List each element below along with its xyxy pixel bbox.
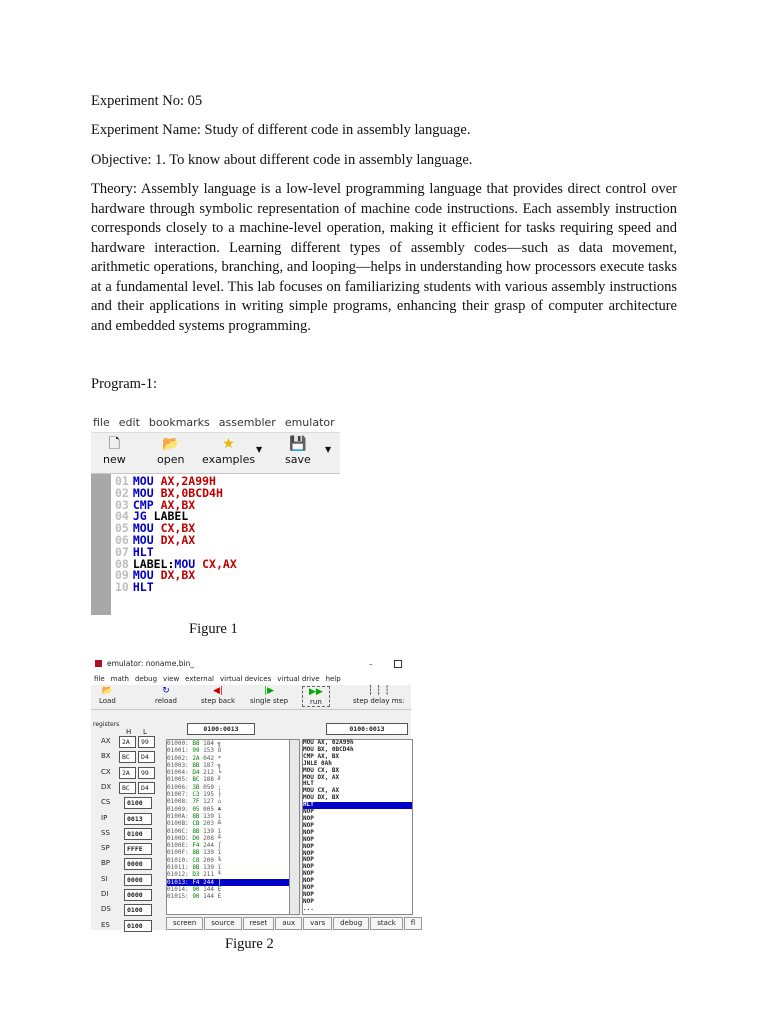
memory-address: 01005:	[167, 776, 189, 784]
memory-char: ╩	[217, 820, 222, 828]
floppy-disk-icon: 💾	[289, 436, 307, 452]
memory-char: ⌠	[217, 842, 222, 850]
memory-row[interactable]	[167, 791, 290, 798]
memory-hex: BC	[192, 776, 200, 784]
menu-file[interactable]: file	[93, 416, 110, 429]
disassembly-row[interactable]: MOU CX, AX	[303, 787, 340, 795]
memory-hex: 7F	[192, 798, 200, 806]
memory-row[interactable]	[167, 755, 290, 762]
code-opcode: MOU	[132, 568, 154, 583]
code-opcode: HLT	[132, 580, 154, 595]
memory-char: ï	[217, 849, 222, 857]
code-operands: AX,BX	[160, 497, 196, 512]
emulator-menu-item[interactable]: debug	[134, 675, 158, 683]
disassembly-row[interactable]: NOP	[303, 842, 314, 850]
code-lines[interactable]	[115, 476, 237, 594]
memory-hex: 8B	[192, 827, 200, 835]
register-name: ES	[101, 920, 110, 929]
tab-vars[interactable]: vars	[303, 917, 332, 930]
code-label: LABEL:	[132, 556, 175, 571]
memory-hex: 90	[192, 893, 200, 901]
memory-hex: 05	[192, 805, 200, 813]
save-dropdown-icon[interactable]: ▼	[325, 445, 332, 454]
register-low-byte[interactable]: 99	[138, 736, 155, 748]
disassembly-row[interactable]: MOU DX, AX	[303, 773, 340, 781]
memory-char: ╗	[217, 761, 222, 769]
memory-decimal: 188	[203, 776, 215, 784]
register-high-byte[interactable]: BC	[119, 782, 136, 794]
emulator-menu-item[interactable]: virtual devices	[219, 675, 272, 683]
memory-char: ╙	[217, 871, 222, 879]
line-number: 06	[115, 532, 129, 547]
memory-hex: 3B	[192, 783, 200, 791]
editor-gutter	[91, 474, 111, 615]
register-name: BP	[101, 859, 111, 868]
code-operands: BX,0BCD4H	[160, 485, 223, 500]
register-value[interactable]: 0100	[124, 797, 152, 809]
register-value[interactable]: 0100	[124, 828, 152, 840]
memory-row[interactable]	[167, 776, 290, 783]
memory-address: 01008:	[167, 798, 189, 806]
memory-decimal: 139	[203, 827, 215, 835]
memory-row[interactable]	[167, 879, 290, 886]
memory-char: É	[217, 893, 222, 901]
disassembly-row[interactable]: NOP	[303, 821, 314, 829]
figure-1-editor	[91, 414, 340, 614]
memory-list[interactable]	[166, 739, 291, 915]
memory-decimal: 244	[203, 842, 215, 850]
memory-decimal: 127	[203, 798, 215, 806]
memory-address: 0100D:	[167, 834, 189, 842]
memory-address: 0100A:	[167, 812, 189, 820]
register-name: DI	[101, 890, 109, 898]
register-name: SP	[101, 844, 110, 853]
figure-1-caption: Figure 1	[189, 621, 238, 637]
memory-decimal: 139	[203, 849, 215, 857]
single-step-icon: |▶	[264, 686, 275, 696]
menu-edit[interactable]: edit	[118, 416, 140, 429]
disassembly-row[interactable]: NOP	[303, 884, 314, 892]
code-operands: LABEL	[153, 509, 189, 524]
code-opcode: MOU	[132, 474, 154, 488]
memory-hex: BB	[192, 761, 200, 769]
delay-slider-icon: ┆ ┆ ┆	[367, 686, 390, 696]
memory-hex: C3	[192, 791, 200, 799]
memory-decimal: 184	[203, 740, 215, 747]
memory-row[interactable]	[167, 842, 290, 849]
disassembly-row[interactable]: MOU AX, 02A99h	[303, 739, 354, 746]
memory-decimal: 139	[203, 864, 215, 872]
memory-decimal: 144	[203, 885, 215, 893]
editor-toolbar	[91, 432, 340, 474]
disassembly-row[interactable]: NOP	[303, 808, 314, 816]
memory-decimal: 203	[203, 820, 215, 828]
disassembly-row[interactable]: NOP	[303, 877, 314, 885]
memory-hex: B8	[192, 740, 200, 747]
memory-decimal: 042	[203, 754, 215, 762]
memory-char: ╗	[217, 740, 222, 747]
disassembly-row[interactable]: MOU DX, BX	[303, 794, 340, 802]
memory-char: *	[217, 754, 222, 762]
emulator-menu-item[interactable]: virtual drive	[277, 675, 320, 683]
line-number: 04	[115, 509, 129, 524]
memory-hex: F4	[192, 842, 200, 850]
memory-hex: C8	[192, 856, 200, 864]
memory-row[interactable]	[167, 747, 290, 754]
disassembly-row[interactable]: ...	[303, 904, 314, 912]
memory-row[interactable]	[167, 857, 290, 864]
memory-char: ⌂	[217, 798, 222, 806]
memory-address: 0100E:	[167, 842, 189, 850]
memory-decimal: 005	[203, 805, 215, 813]
memory-address: 0100F:	[167, 849, 189, 857]
register-low-byte[interactable]: 99	[138, 767, 155, 779]
memory-address: 0100B:	[167, 820, 189, 828]
load-icon: 📂	[101, 686, 113, 696]
code-operands: DX,BX	[160, 568, 196, 583]
memory-address: 01000:	[167, 740, 189, 747]
disassembly-row[interactable]: NOP	[303, 828, 314, 836]
memory-char: ï	[217, 864, 222, 872]
register-low-byte[interactable]: D4	[138, 782, 155, 794]
examples-button[interactable]: ★ examples	[202, 436, 256, 466]
emulator-menu-item[interactable]: help	[325, 675, 341, 683]
emulator-title: emulator: noname.bin_	[107, 659, 195, 668]
memory-hex: CB	[192, 820, 200, 828]
register-name: DX	[101, 782, 112, 791]
emulator-menu-item[interactable]: math	[110, 675, 129, 683]
reload-button[interactable]: ↻ reload	[155, 686, 177, 705]
menu-emulator[interactable]: emulator	[284, 416, 335, 429]
code-opcode: JG	[132, 509, 147, 524]
memory-row[interactable]	[167, 849, 290, 856]
maximize-icon[interactable]	[394, 660, 402, 668]
new-button[interactable]: 🗋 new	[103, 436, 126, 466]
star-icon: ★	[222, 436, 235, 452]
memory-address-field[interactable]: 0100:0013	[187, 723, 255, 735]
disassembly-address-field[interactable]: 0100:0013	[326, 723, 408, 735]
high-byte-label: H	[126, 728, 132, 736]
emulator-titlebar	[91, 655, 411, 673]
memory-address: 01004:	[167, 769, 189, 777]
register-value[interactable]: 0000	[124, 874, 152, 886]
program-heading: Program-1:	[91, 376, 158, 392]
memory-hex: 8B	[192, 812, 200, 820]
single-step-button[interactable]: |▶ single step	[250, 686, 289, 705]
line-number: 07	[115, 544, 129, 559]
registers-panel	[93, 721, 155, 930]
code-opcode: HLT	[132, 544, 154, 559]
code-opcode: MOU	[132, 532, 154, 547]
memory-char: ╚	[217, 856, 222, 864]
memory-hex: F4	[192, 878, 200, 886]
memory-char: ;	[217, 783, 222, 791]
register-value[interactable]: 0000	[124, 858, 152, 870]
tab-screen[interactable]: screen	[166, 917, 203, 930]
disassembly-row[interactable]: CMP AX, BX	[303, 752, 340, 760]
examples-dropdown-icon[interactable]: ▼	[256, 445, 263, 454]
line-number: 05	[115, 521, 129, 536]
memory-char: ╝	[217, 776, 222, 784]
register-name: SS	[101, 828, 110, 837]
figure-2-emulator	[91, 655, 416, 930]
emulator-menu-item[interactable]: view	[163, 675, 180, 683]
register-value[interactable]: 0100	[124, 920, 152, 932]
editor-menubar	[91, 414, 340, 432]
register-name: BX	[101, 752, 111, 761]
memory-address: 0100C:	[167, 827, 189, 835]
memory-decimal: 200	[203, 856, 215, 864]
line-number: 08	[115, 556, 129, 571]
register-value[interactable]: 0100	[124, 904, 152, 916]
disassembly-row[interactable]: MOU CX, BX	[303, 766, 340, 774]
disassembly-row[interactable]: NOP	[303, 856, 314, 864]
memory-decimal: 244	[203, 878, 215, 886]
memory-char: ╨	[217, 834, 222, 842]
line-number: 01	[115, 474, 129, 488]
line-number: 10	[115, 580, 129, 595]
step-back-icon: ◀|	[213, 686, 223, 696]
memory-decimal: 195	[203, 791, 215, 799]
memory-address: 01006:	[167, 783, 189, 791]
disassembly-row[interactable]: NOP	[303, 870, 314, 878]
load-button[interactable]: 📂 Load	[99, 686, 116, 705]
disassembly-row[interactable]: MOU BX, 0BCD4h	[303, 745, 354, 753]
disassembly-row[interactable]: NOP	[303, 897, 314, 905]
line-number: 03	[115, 497, 129, 512]
registers-label: registers	[93, 721, 120, 728]
memory-decimal: 187	[203, 761, 215, 769]
memory-address: 01003:	[167, 761, 189, 769]
line-number: 02	[115, 485, 129, 500]
disassembly-row[interactable]: JNLE 0Ah	[303, 759, 332, 767]
low-byte-label: L	[143, 728, 147, 736]
memory-address: 01013:	[167, 878, 189, 886]
code-operands: DX,AX	[160, 532, 196, 547]
tab-debug[interactable]: debug	[333, 917, 369, 930]
emulator-menu-item[interactable]: external	[185, 675, 214, 683]
register-name: CX	[101, 767, 111, 776]
memory-address: 01015:	[167, 893, 189, 901]
memory-hex: 2A	[192, 754, 200, 762]
disassembly-row[interactable]: HLT	[303, 780, 314, 788]
open-folder-icon: 📂	[162, 436, 180, 452]
tab-stack[interactable]: stack	[370, 917, 403, 930]
code-operands: AX,2A99H	[160, 474, 216, 488]
run-icon: ▶▶	[309, 687, 323, 697]
save-button[interactable]: 💾 save	[285, 436, 311, 466]
disassembly-row[interactable]: HLT	[303, 802, 412, 809]
emulator-menubar	[91, 673, 411, 685]
objective: Objective: 1. To know about different code in assembly language.	[91, 152, 473, 168]
memory-address: 01001:	[167, 747, 189, 755]
disassembly-row[interactable]: NOP	[303, 863, 314, 871]
memory-char: ï	[217, 812, 222, 820]
disassembly-row[interactable]: NOP	[303, 849, 314, 857]
code-opcode: MOU	[132, 485, 154, 500]
memory-address: 01010:	[167, 856, 189, 864]
memory-row[interactable]	[167, 806, 290, 813]
memory-hex: D3	[192, 871, 200, 879]
memory-decimal: 139	[203, 812, 215, 820]
experiment-number: Experiment No: 05	[91, 93, 203, 109]
memory-decimal: 208	[203, 834, 215, 842]
memory-char: ï	[217, 827, 222, 835]
emulator-toolbar	[91, 685, 411, 710]
memory-address: 01014:	[167, 885, 189, 893]
run-button[interactable]: ▶▶ run	[302, 686, 330, 707]
code-opcode: MOU	[132, 521, 154, 536]
memory-address: 01002:	[167, 754, 189, 762]
disassembly-row[interactable]: NOP	[303, 890, 314, 898]
memory-hex: 90	[192, 885, 200, 893]
memory-hex: D0	[192, 834, 200, 842]
code-opcode: CMP	[132, 497, 154, 512]
tab-fl[interactable]: fl	[404, 917, 422, 930]
memory-row[interactable]	[167, 871, 290, 878]
new-file-icon: 🗋	[108, 436, 120, 452]
figure-2-caption: Figure 2	[225, 936, 274, 952]
line-number: 09	[115, 568, 129, 583]
code-operands: CX,BX	[160, 521, 196, 536]
register-value[interactable]: 0000	[124, 889, 152, 901]
memory-row[interactable]	[167, 820, 290, 827]
experiment-name: Experiment Name: Study of different code in assembly language.	[91, 122, 471, 138]
memory-char: ╘	[217, 769, 222, 777]
app-icon	[95, 660, 102, 667]
memory-row[interactable]	[167, 893, 290, 900]
memory-address: 01009:	[167, 805, 189, 813]
register-name: CS	[101, 798, 111, 807]
memory-hex: 99	[192, 747, 200, 755]
register-value[interactable]: 0013	[124, 813, 152, 825]
memory-char: ♣	[217, 805, 222, 813]
register-name: DS	[101, 905, 111, 914]
register-high-byte[interactable]: 2A	[119, 767, 136, 779]
memory-address: 01012:	[167, 871, 189, 879]
memory-decimal: 211	[203, 871, 215, 879]
memory-decimal: 212	[203, 769, 215, 777]
theory-paragraph: Theory: Assembly language is a low-level programming language that provides direct control over hardware through symbolic representation of machine code instructions. Each assembly instruction corresponds closely to a machine-level operation, making it efficient for tasks requiring speed and hardware interaction. Learning different types of assembly codes—such as data movement, arithmetic operations, branching, and looping—helps in understanding how processors execute tasks at a fundamental level. This lab focuses on familiarizing students with various assembly instructions and their applications in writing simple programs, enhancing their grasp of computer architecture and embedded systems programming.	[91, 181, 677, 334]
reload-icon: ↻	[162, 686, 170, 696]
disassembly-list[interactable]	[302, 739, 413, 915]
memory-row[interactable]	[167, 784, 290, 791]
tab-source[interactable]: source	[204, 917, 241, 930]
register-name: IP	[101, 813, 108, 822]
memory-row[interactable]	[167, 740, 290, 747]
open-button[interactable]: 📂 open	[157, 436, 185, 466]
emulator-tabs	[166, 917, 423, 930]
memory-char: ⌠	[217, 878, 222, 886]
minimize-icon[interactable]: –	[369, 660, 373, 668]
tab-aux[interactable]: aux	[275, 917, 302, 930]
emulator-menu-item[interactable]: file	[94, 675, 105, 683]
register-low-byte[interactable]: D4	[138, 751, 155, 763]
code-opcode: MOU	[174, 556, 196, 571]
code-editor[interactable]	[91, 474, 340, 615]
memory-scrollbar[interactable]	[289, 739, 300, 915]
memory-decimal: 144	[203, 893, 215, 901]
memory-char: Ö	[217, 747, 222, 755]
menu-assembler[interactable]: assembler	[218, 416, 276, 429]
memory-row[interactable]	[167, 798, 290, 805]
step-back-button[interactable]: ◀| step back	[201, 686, 236, 705]
step-delay-control[interactable]: ┆ ┆ ┆ step delay ms:	[353, 686, 405, 705]
register-high-byte[interactable]: 2A	[119, 736, 136, 748]
memory-decimal: 153	[203, 747, 215, 755]
tab-reset[interactable]: reset	[243, 917, 275, 930]
memory-address: 01011:	[167, 864, 189, 872]
memory-char: É	[217, 885, 222, 893]
code-line[interactable]	[115, 582, 237, 594]
disassembly-row[interactable]: NOP	[303, 814, 314, 822]
menu-bookmarks[interactable]: bookmarks	[148, 416, 210, 429]
memory-hex: D4	[192, 769, 200, 777]
memory-decimal: 059	[203, 783, 215, 791]
register-value[interactable]: FFFE	[124, 843, 152, 855]
memory-hex: 8B	[192, 864, 200, 872]
memory-address: 01007:	[167, 791, 189, 799]
register-high-byte[interactable]: BC	[119, 751, 136, 763]
memory-hex: 8B	[192, 849, 200, 857]
memory-char: ├	[217, 791, 222, 799]
memory-row[interactable]	[167, 828, 290, 835]
register-name: AX	[101, 737, 111, 745]
register-name: SI	[101, 874, 108, 883]
code-operands: CX,AX	[202, 556, 237, 571]
disassembly-row[interactable]: NOP	[303, 835, 314, 843]
